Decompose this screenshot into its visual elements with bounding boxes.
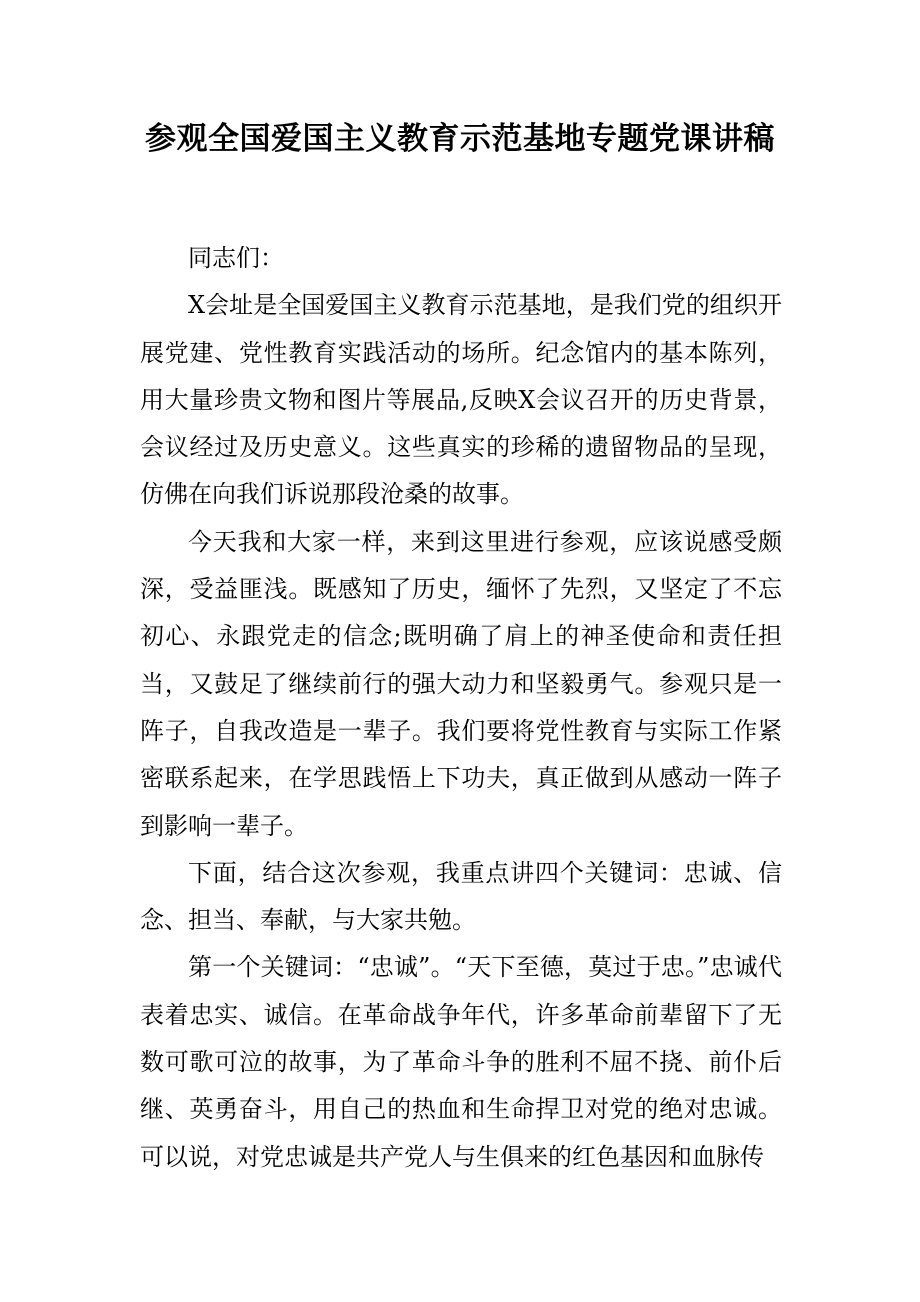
document-title: 参观全国爱国主义教育示范基地专题党课讲稿 <box>145 121 775 157</box>
paragraph-feelings: 今天我和大家一样，来到这里进行参观，应该说感受颇深，受益匪浅。既感知了历史，缅怀了先烈，又坚定了不忘初心、永跟党走的信念;既明确了肩上的神圣使命和责任担当，又鼓足了继续前行的强大动力和坚毅勇气。参观只是一阵子，自我改造是一辈子。我们要将党性教育与实际工作紧密联系起来，在学思践悟上下功夫，真正做到从感动一阵子到影响一辈子。 <box>140 527 782 840</box>
paragraph-keyword-loyalty: 第一个关键词：“忠诚”。“天下至德，莫过于忠。”忠诚代表着忠实、诚信。在革命战争年代，许多革命前辈留下了无数可歌可泣的故事，为了革命斗争的胜利不屈不挠、前仆后继、英勇奋斗，用自己的热血和生命捍卫对党的绝对忠诚。可以说，对党忠诚是共产党人与生俱来的红色基因和血脉传 <box>140 953 782 1171</box>
paragraph-intro: X会址是全国爱国主义教育示范基地，是我们党的组织开展党建、党性教育实践活动的场所。纪念馆内的基本陈列，用大量珍贵文物和图片等展品,反映X会议召开的历史背景，会议经过及历史意义。这些真实的珍稀的遗留物品的呈现，仿佛在向我们诉说那段沧桑的故事。 <box>140 291 782 509</box>
paragraph-keywords-overview: 下面，结合这次参观，我重点讲四个关键词：忠诚、信念、担当、奉献，与大家共勉。 <box>140 858 782 935</box>
paragraph-greeting: 同志们： <box>188 244 284 272</box>
document-body <box>140 235 782 1181</box>
